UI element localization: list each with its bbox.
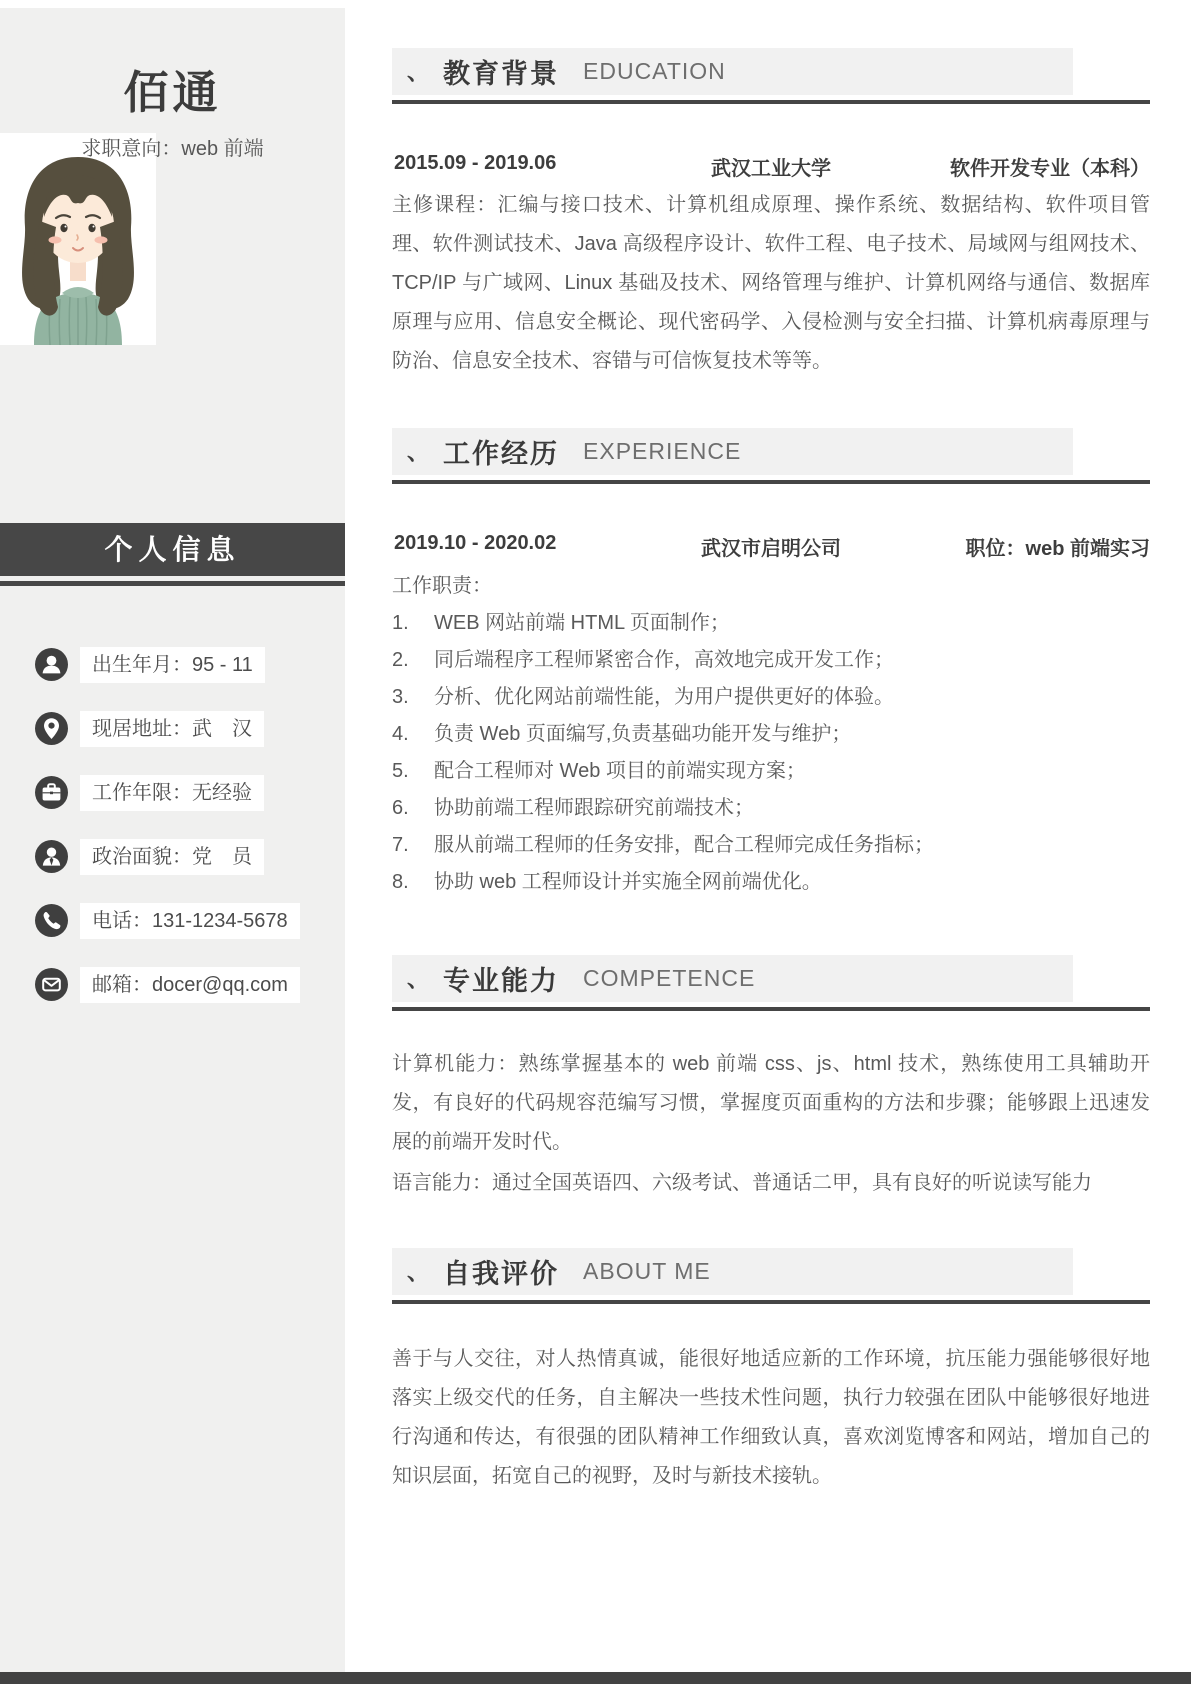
about-title-zh: 自我评价 (443, 1259, 560, 1289)
duty-text: 协助前端工程师跟踪研究前端技术； (434, 797, 754, 819)
duty-text: 分析、优化网站前端性能，为用户提供更好的体验。 (434, 686, 894, 708)
experience-title-zh: 工作经历 (443, 439, 560, 469)
section-bullet: 、 (407, 60, 430, 85)
experience-meta-row (392, 532, 1150, 560)
education-school: 武汉工业大学 (711, 158, 831, 180)
duty-item (392, 864, 1150, 901)
briefcase-icon (35, 776, 68, 809)
cartoon-woman-avatar (0, 133, 156, 345)
page-bottom-bar (0, 1672, 1191, 1684)
experience-title-en: EXPERIENCE (583, 438, 742, 464)
job-intention: 求职意向：web 前端 (81, 138, 264, 160)
duty-text: 服从前端工程师的任务安排，配合工程师完成任务指标； (434, 834, 934, 856)
experience-period: 2019.10 - 2020.02 (394, 532, 557, 554)
duty-number: 4. (392, 723, 409, 745)
duty-item (392, 827, 1150, 864)
duty-number: 2. (392, 649, 409, 671)
info-text-experience-years: 工作年限：无经验 (80, 775, 264, 811)
duty-text: 配合工程师对 Web 项目的前端实现方案； (434, 760, 806, 782)
duty-item (392, 790, 1150, 827)
computer-skills-paragraph: 计算机能力：熟练掌握基本的 web 前端 css、js、html 技术，熟练使用工具辅助开发，有良好的代码规容范编写习惯，掌握度页面重构的方法和步骤；能够跟上迅速发展的前端开发时代。 (392, 1053, 1150, 1153)
duties-label: 工作职责： (392, 575, 492, 597)
education-title-zh: 教育背景 (443, 59, 560, 89)
education-courses-paragraph: 主修课程：汇编与接口技术、计算机组成原理、操作系统、数据结构、软件项目管理、软件测试技术、Java 高级程序设计、软件工程、电子技术、局域网与组网技术、TCP/IP 与广域网、Linux 基础及技术、网络管理与维护、计算机网络与通信、数据库原理与应用、信息安全概论、现代密码学、入侵检测与安全扫描、计算机病毒原理与防治、信息安全技术、容错与可信恢复技术等等。 (392, 194, 1150, 372)
self-evaluation-paragraph: 善于与人交往，对人热情真诚，能很好地适应新的工作环境，抗压能力强能够很好地落实上级交代的任务，自主解决一些技术性问题，执行力较强在团队中能够很好地进行沟通和传达，有很强的团队精神工作细致认真，喜欢浏览博客和网站，增加自己的知识层面，拓宽自己的视野，及时与新技术接轨。 (392, 1348, 1150, 1487)
user-icon (35, 648, 68, 681)
duty-number: 7. (392, 834, 409, 856)
language-skills-paragraph: 语言能力：通过全国英语四、六级考试、普通话二甲，具有良好的听说读写能力 (392, 1172, 1092, 1194)
about-header-bar (392, 1248, 1073, 1295)
education-period: 2015.09 - 2019.06 (394, 152, 557, 174)
section-competence (392, 955, 1150, 1203)
competence-header-bar (392, 955, 1073, 1002)
info-row-political-status (0, 839, 345, 875)
duty-item (392, 716, 1150, 753)
phone-icon (35, 904, 68, 937)
competence-title-zh: 专业能力 (443, 966, 560, 996)
duty-text: WEB 网站前端 HTML 页面制作； (434, 612, 730, 634)
section-underline (392, 480, 1150, 484)
section-underline (392, 1300, 1150, 1304)
duty-text: 协助 web 工程师设计并实施全网前端优化。 (434, 871, 822, 893)
envelope-icon (35, 968, 68, 1001)
experience-company: 武汉市启明公司 (701, 538, 841, 560)
section-bullet: 、 (407, 967, 430, 992)
experience-position: 职位：web 前端实习 (965, 538, 1150, 560)
profile-photo (0, 133, 156, 345)
about-title-en: ABOUT ME (583, 1258, 711, 1284)
duty-item (392, 753, 1150, 790)
duty-number: 6. (392, 797, 409, 819)
competence-title-en: COMPETENCE (583, 965, 756, 991)
info-text-phone: 电话：131-1234-5678 (80, 903, 300, 939)
section-experience (392, 428, 1150, 901)
personal-info-divider (0, 581, 345, 586)
duty-number: 3. (392, 686, 409, 708)
info-row-experience-years (0, 775, 345, 811)
education-title-en: EDUCATION (583, 58, 726, 84)
duty-number: 1. (392, 612, 409, 634)
section-underline (392, 1007, 1150, 1011)
info-row-birth (0, 647, 345, 683)
section-about (392, 1248, 1150, 1496)
personal-info-header: 个人信息 (0, 523, 345, 576)
user-tie-icon (35, 840, 68, 873)
info-text-address: 现居地址：武 汉 (80, 711, 264, 747)
section-education (392, 48, 1150, 381)
section-bullet: 、 (407, 1260, 430, 1285)
duty-item (392, 605, 1150, 642)
duty-number: 8. (392, 871, 409, 893)
duty-number: 5. (392, 760, 409, 782)
section-underline (392, 100, 1150, 104)
education-header-bar (392, 48, 1073, 95)
section-bullet: 、 (407, 440, 430, 465)
info-row-phone (0, 903, 345, 939)
sidebar (0, 8, 345, 1672)
location-pin-icon (35, 712, 68, 745)
info-row-email (0, 967, 345, 1003)
info-text-political-status: 政治面貌：党 员 (80, 839, 264, 875)
experience-header-bar (392, 428, 1073, 475)
education-major: 软件开发专业（本科） (950, 158, 1150, 180)
education-meta-row (392, 152, 1150, 180)
info-row-address (0, 711, 345, 747)
info-text-email: 邮箱：docer@qq.com (80, 967, 300, 1003)
duty-text: 负责 Web 页面编写,负责基础功能开发与维护； (434, 723, 852, 745)
info-text-birth: 出生年月：95 - 11 (80, 647, 265, 683)
duty-text: 同后端程序工程师紧密合作，高效地完成开发工作； (434, 649, 894, 671)
duty-item (392, 679, 1150, 716)
duty-item (392, 642, 1150, 679)
candidate-name: 佰通 (123, 67, 222, 118)
